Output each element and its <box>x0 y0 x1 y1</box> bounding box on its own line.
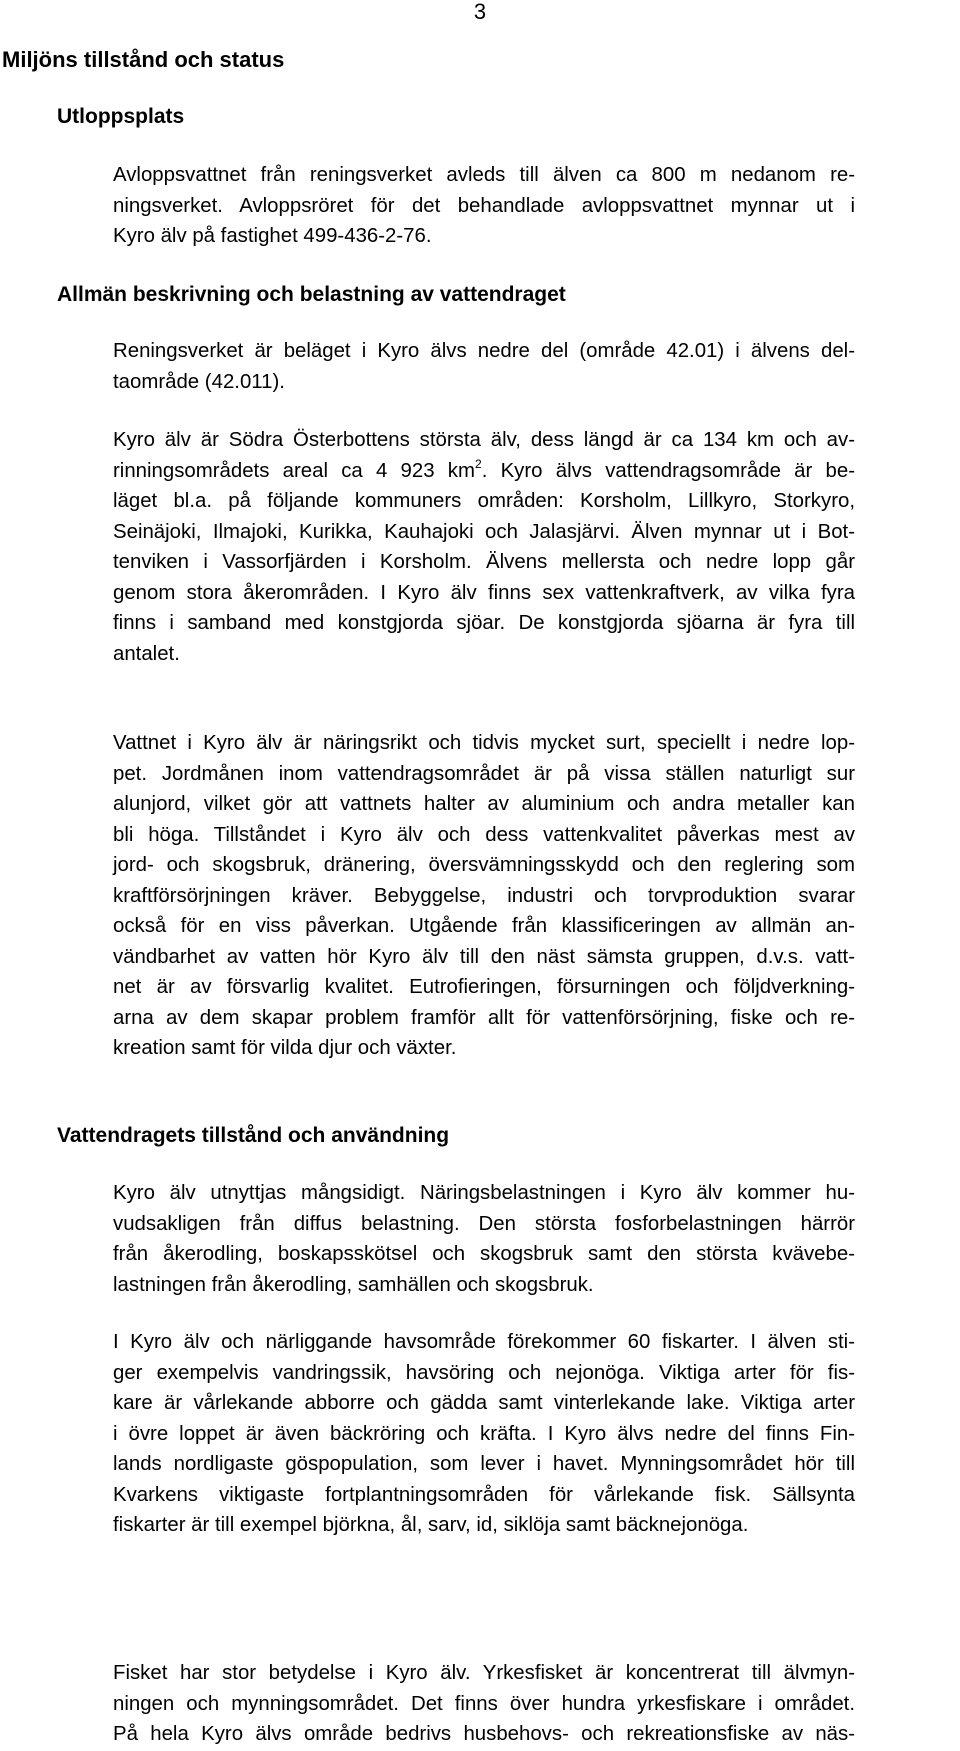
text-line: läget bl.a. på följande kommuners områden: Korsholm, Lillkyro, Storkyro, <box>113 490 855 512</box>
text-line: Reningsverket är beläget i Kyro älvs nedre del (område 42.01) i älvens del- <box>113 340 855 362</box>
section-heading-vattendragets-tillstand: Vattendragets tillstånd och användning <box>57 1124 450 1147</box>
page-number: 3 <box>473 0 487 24</box>
paragraph-fisket <box>113 1658 855 1750</box>
area-text-continued: . Kyro älvs vattendragsområde är be- <box>481 459 855 482</box>
paragraph-vattenkvalitet <box>113 728 855 1064</box>
text-line: finns i samband med konstgjorda sjöar. De konstgjorda sjöarna är fyra till <box>113 612 855 634</box>
text-line: också för en viss påverkan. Utgående från klassificeringen av allmän an- <box>113 915 855 937</box>
text-line: Avloppsvattnet från reningsverket avleds till älven ca 800 m nedanom re- <box>113 164 855 186</box>
text-line: Fisket har stor betydelse i Kyro älv. Yrkesfisket är koncentrerat till älvmyn- <box>113 1662 855 1684</box>
text-line: kreation samt för vilda djur och växter. <box>113 1037 457 1059</box>
paragraph-kyro-alv-beskrivning <box>113 425 855 669</box>
area-text: rinningsområdets areal ca 4 923 km <box>113 459 475 482</box>
text-line: ger exempelvis vandringssik, havsöring och nejonöga. Viktiga arter för fis- <box>113 1361 855 1384</box>
text-line: fiskarter är till exempel björkna, ål, sarv, id, siklöja samt bäcknejonöga. <box>113 1514 749 1536</box>
text-line: genom stora åkerområden. I Kyro älv finns sex vattenkraftverk, av vilka fyra <box>113 581 855 604</box>
text-line: kraftförsörjningen kräver. Bebyggelse, industri och torvproduktion svarar <box>113 884 855 907</box>
text-line: antalet. <box>113 642 180 665</box>
text-line: i övre loppet är även bäckröring och kräfta. I Kyro älvs nedre del finns Fin- <box>113 1422 855 1445</box>
section-heading-utloppsplats: Utloppsplats <box>57 105 185 128</box>
text-line: På hela Kyro älvs område bedrivs husbehovs- och rekreationsfiske av näs- <box>113 1723 855 1745</box>
text-line: Kyro älv på fastighet 499-436-2-76. <box>113 225 432 247</box>
paragraph-naringsbelastning <box>113 1178 855 1300</box>
text-line: Kyro älv utnyttjas mångsidigt. Näringsbelastningen i Kyro älv kommer hu- <box>113 1182 855 1204</box>
text-line: lands nordligaste göspopulation, som lever i havet. Mynningsområdet hör till <box>113 1453 855 1475</box>
text-line: Vattnet i Kyro älv är näringsrikt och tidvis mycket surt, speciellt i nedre lop- <box>113 732 855 754</box>
text-line: vudsakligen från diffus belastning. Den största fosforbelastningen härrör <box>113 1212 855 1235</box>
text-line: Seinäjoki, Ilmajoki, Kurikka, Kauhajoki och Jalasjärvi. Älven mynnar ut i Bot- <box>113 520 855 543</box>
section-heading-allman-beskrivning: Allmän beskrivning och belastning av vattendraget <box>57 283 566 306</box>
paragraph-utloppsplats <box>113 160 855 252</box>
text-line: Kyro älv är Södra Österbottens största älv, dess längd är ca 134 km och av- <box>113 429 855 451</box>
text-line: vändbarhet av vatten hör Kyro älv till den näst sämsta gruppen, d.v.s. vatt- <box>113 945 855 968</box>
text-line: bli höga. Tillståndet i Kyro älv och dess vattenkvalitet påverkas mest av <box>113 823 855 846</box>
text-line: arna av dem skapar problem framför allt för vattenförsörjning, fiske och re- <box>113 1006 855 1029</box>
paragraph-reningsverket <box>113 336 855 397</box>
text-line: alunjord, vilket gör att vattnets halter av aluminium och andra metaller kan <box>113 793 855 815</box>
main-heading: Miljöns tillstånd och status <box>2 47 285 72</box>
text-line: från åkerodling, boskapsskötsel och skogsbruk samt den största kvävebe- <box>113 1243 855 1265</box>
area-unit-superscript: 2 <box>475 456 482 471</box>
text-line: lastningen från åkerodling, samhällen och skogsbruk. <box>113 1273 594 1296</box>
text-line: ningen och mynningsområdet. Det finns över hundra yrkesfiskare i området. <box>113 1692 855 1715</box>
paragraph-fiskarter <box>113 1327 855 1541</box>
text-line: jord- och skogsbruk, dränering, översvämningsskydd och den reglering som <box>113 854 855 876</box>
text-line-area <box>113 456 855 487</box>
text-line: kare är vårlekande abborre och gädda samt vinterlekande lake. Viktiga arter <box>113 1392 855 1414</box>
text-line: net är av försvarlig kvalitet. Eutrofieringen, försurningen och följdverkning- <box>113 976 855 998</box>
text-line: pet. Jordmånen inom vattendragsområdet är på vissa ställen naturligt sur <box>113 762 855 785</box>
text-line: ningsverket. Avloppsröret för det behandlade avloppsvattnet mynnar ut i <box>113 194 855 217</box>
text-line: Kvarkens viktigaste fortplantningsområden för vårlekande fisk. Sällsynta <box>113 1483 855 1506</box>
text-line: I Kyro älv och närliggande havsområde förekommer 60 fiskarter. I älven sti- <box>113 1331 855 1353</box>
text-line: tenviken i Vassorfjärden i Korsholm. Älvens mellersta och nedre lopp går <box>113 551 855 573</box>
text-line: taområde (42.011). <box>113 370 285 393</box>
